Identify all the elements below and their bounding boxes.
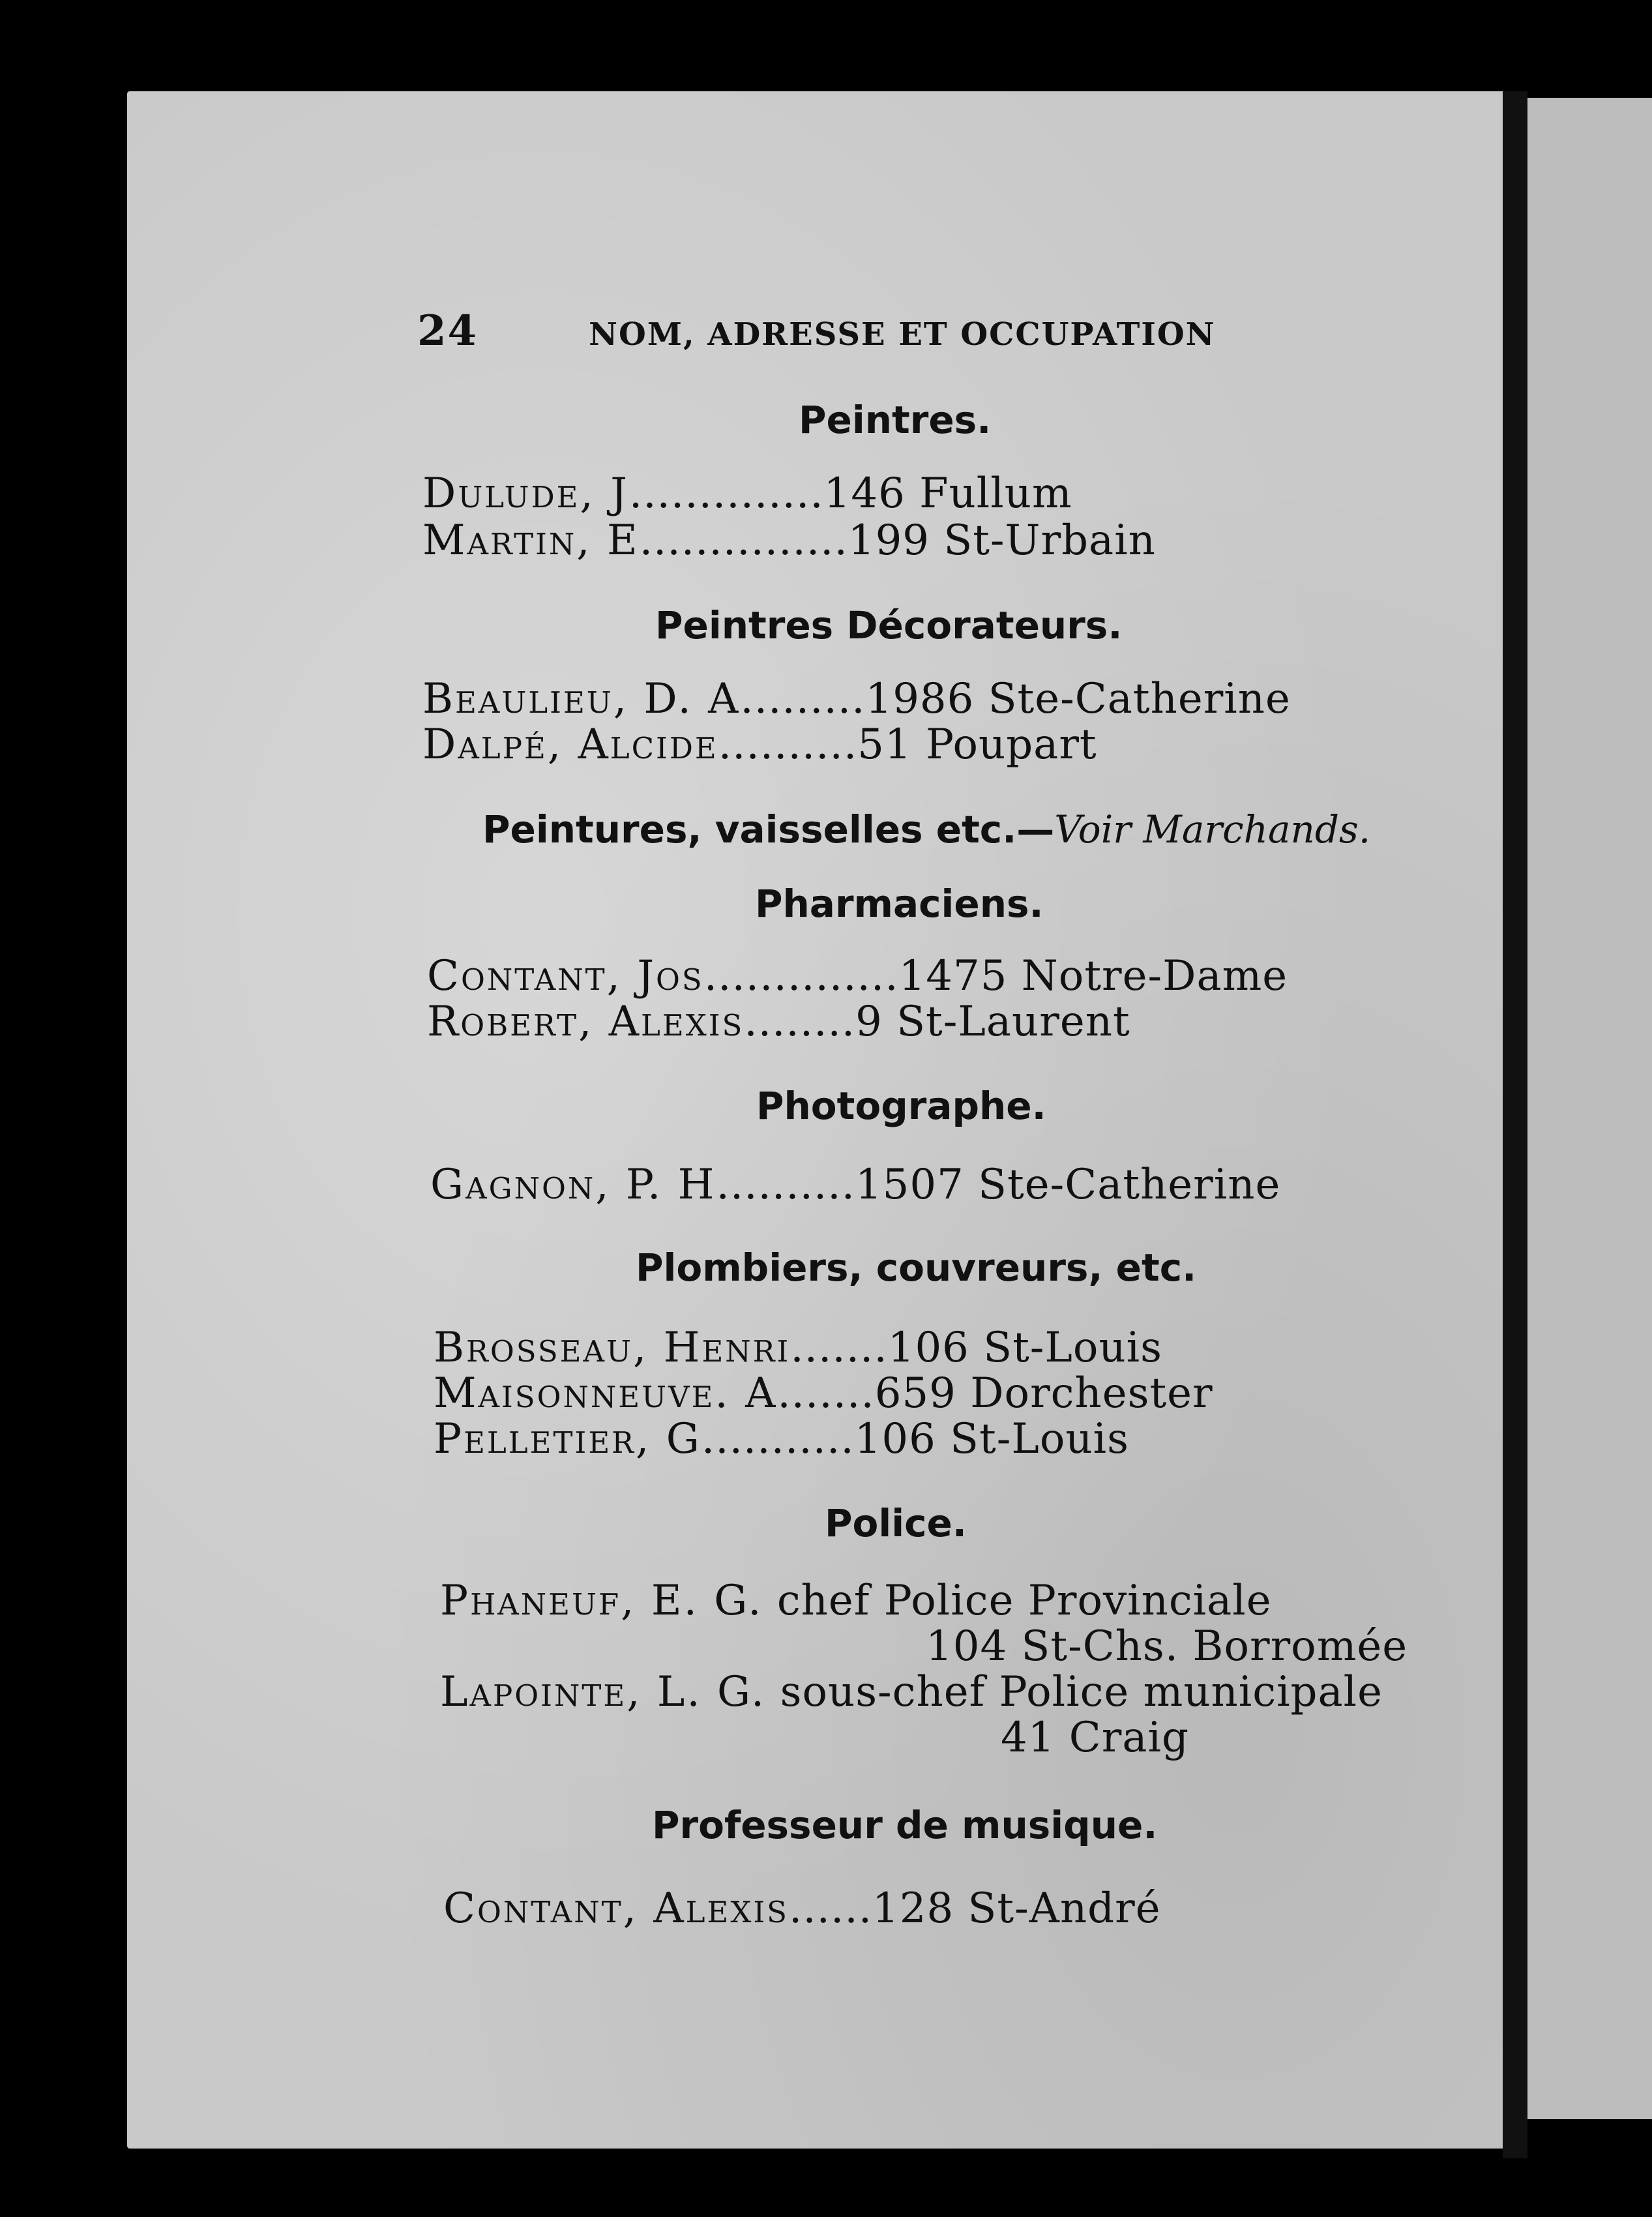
entry-name: Contant, Alexis bbox=[443, 1884, 789, 1933]
entry-row bbox=[443, 1884, 1161, 1933]
entry-address: 659 Dorchester bbox=[874, 1369, 1213, 1418]
entry-address-line: 41 Craig bbox=[1001, 1714, 1189, 1762]
entry-name: Dulude, J bbox=[422, 469, 629, 518]
entry-leader: .......... bbox=[718, 721, 858, 769]
entry-address: 51 Poupart bbox=[857, 721, 1097, 769]
entry-row bbox=[422, 721, 1097, 769]
adjacent-page-strip bbox=[1522, 98, 1652, 2119]
entry-leader: ...... bbox=[788, 1884, 873, 1933]
entry-name: Gagnon, P. H bbox=[430, 1161, 716, 1209]
page-number: 24 bbox=[417, 306, 479, 355]
section-heading-professeur-musique: Professeur de musique. bbox=[652, 1803, 1158, 1847]
section-heading-peintres: Peintres. bbox=[799, 398, 992, 442]
entry-name: Lapointe, L. G. bbox=[440, 1668, 767, 1716]
entry-name: Martin, E bbox=[422, 516, 640, 565]
entry-leader: .......... bbox=[716, 1161, 855, 1209]
entry-row bbox=[427, 952, 1288, 1000]
entry-name: Beaulieu, D. A bbox=[422, 675, 741, 723]
entry-address: 1507 Ste-Catherine bbox=[855, 1161, 1281, 1209]
entry-row bbox=[434, 1415, 1129, 1463]
entry-address: 1986 Ste-Catherine bbox=[865, 675, 1291, 723]
entry-address: 106 St-Louis bbox=[887, 1324, 1162, 1372]
page-header bbox=[417, 306, 1216, 355]
entry-address: 106 St-Louis bbox=[854, 1415, 1129, 1463]
entry-address-line: 104 St-Chs. Borromée bbox=[926, 1622, 1408, 1671]
entry-leader: ......... bbox=[740, 675, 866, 723]
entry-address: 146 Fullum bbox=[823, 469, 1072, 518]
section-heading-peintres-decorateurs: Peintres Décorateurs. bbox=[655, 603, 1123, 647]
entry-leader: ....... bbox=[777, 1369, 875, 1418]
entry-name: Maisonneuve. A bbox=[434, 1369, 778, 1418]
entry-detail: sous-chef Police municipale bbox=[780, 1668, 1383, 1716]
entry-name: Contant, Jos bbox=[427, 952, 704, 1000]
entry-row bbox=[422, 516, 1156, 565]
entry-leader: ....... bbox=[790, 1324, 888, 1372]
page-edge-shadow bbox=[1503, 91, 1527, 2158]
entry-row bbox=[427, 998, 1130, 1046]
entry-row bbox=[422, 675, 1291, 723]
entry-name: Dalpé, Alcide bbox=[422, 721, 718, 769]
entry-name: Brosseau, Henri bbox=[434, 1324, 791, 1372]
entry-leader: .............. bbox=[628, 469, 824, 518]
entry-address: 1475 Notre-Dame bbox=[898, 952, 1288, 1000]
entry-row bbox=[422, 469, 1072, 518]
entry-address: 128 St-André bbox=[872, 1884, 1161, 1933]
entry-address: 9 St-Laurent bbox=[855, 998, 1130, 1046]
section-heading-peintures-vaisselles bbox=[482, 807, 1370, 852]
section-heading-photographe: Photographe. bbox=[756, 1084, 1046, 1128]
entry-name: Robert, Alexis bbox=[427, 998, 745, 1046]
entry-leader: ............... bbox=[639, 516, 848, 565]
entry-leader: .............. bbox=[703, 952, 899, 1000]
heading-text: Peintures, vaisselles etc.— bbox=[482, 807, 1055, 852]
section-heading-police: Police. bbox=[825, 1501, 967, 1545]
entry-name: Pelletier, G bbox=[434, 1415, 701, 1463]
entry-address: 199 St-Urbain bbox=[848, 516, 1156, 565]
entry-row bbox=[434, 1324, 1162, 1372]
entry-leader: ........... bbox=[701, 1415, 855, 1463]
entry-leader: ........ bbox=[744, 998, 856, 1046]
running-title: NOM, ADRESSE ET OCCUPATION bbox=[589, 316, 1216, 353]
section-heading-plombiers: Plombiers, couvreurs, etc. bbox=[636, 1245, 1197, 1290]
entry-row bbox=[440, 1577, 1272, 1625]
cross-reference: Voir Marchands. bbox=[1054, 807, 1371, 852]
entry-row bbox=[430, 1161, 1280, 1209]
entry-row bbox=[440, 1668, 1383, 1716]
entry-row bbox=[434, 1369, 1213, 1418]
entry-name: Phaneuf, E. G. bbox=[440, 1577, 763, 1625]
section-heading-pharmaciens: Pharmaciens. bbox=[755, 882, 1044, 926]
entry-detail: chef Police Provinciale bbox=[776, 1577, 1272, 1625]
